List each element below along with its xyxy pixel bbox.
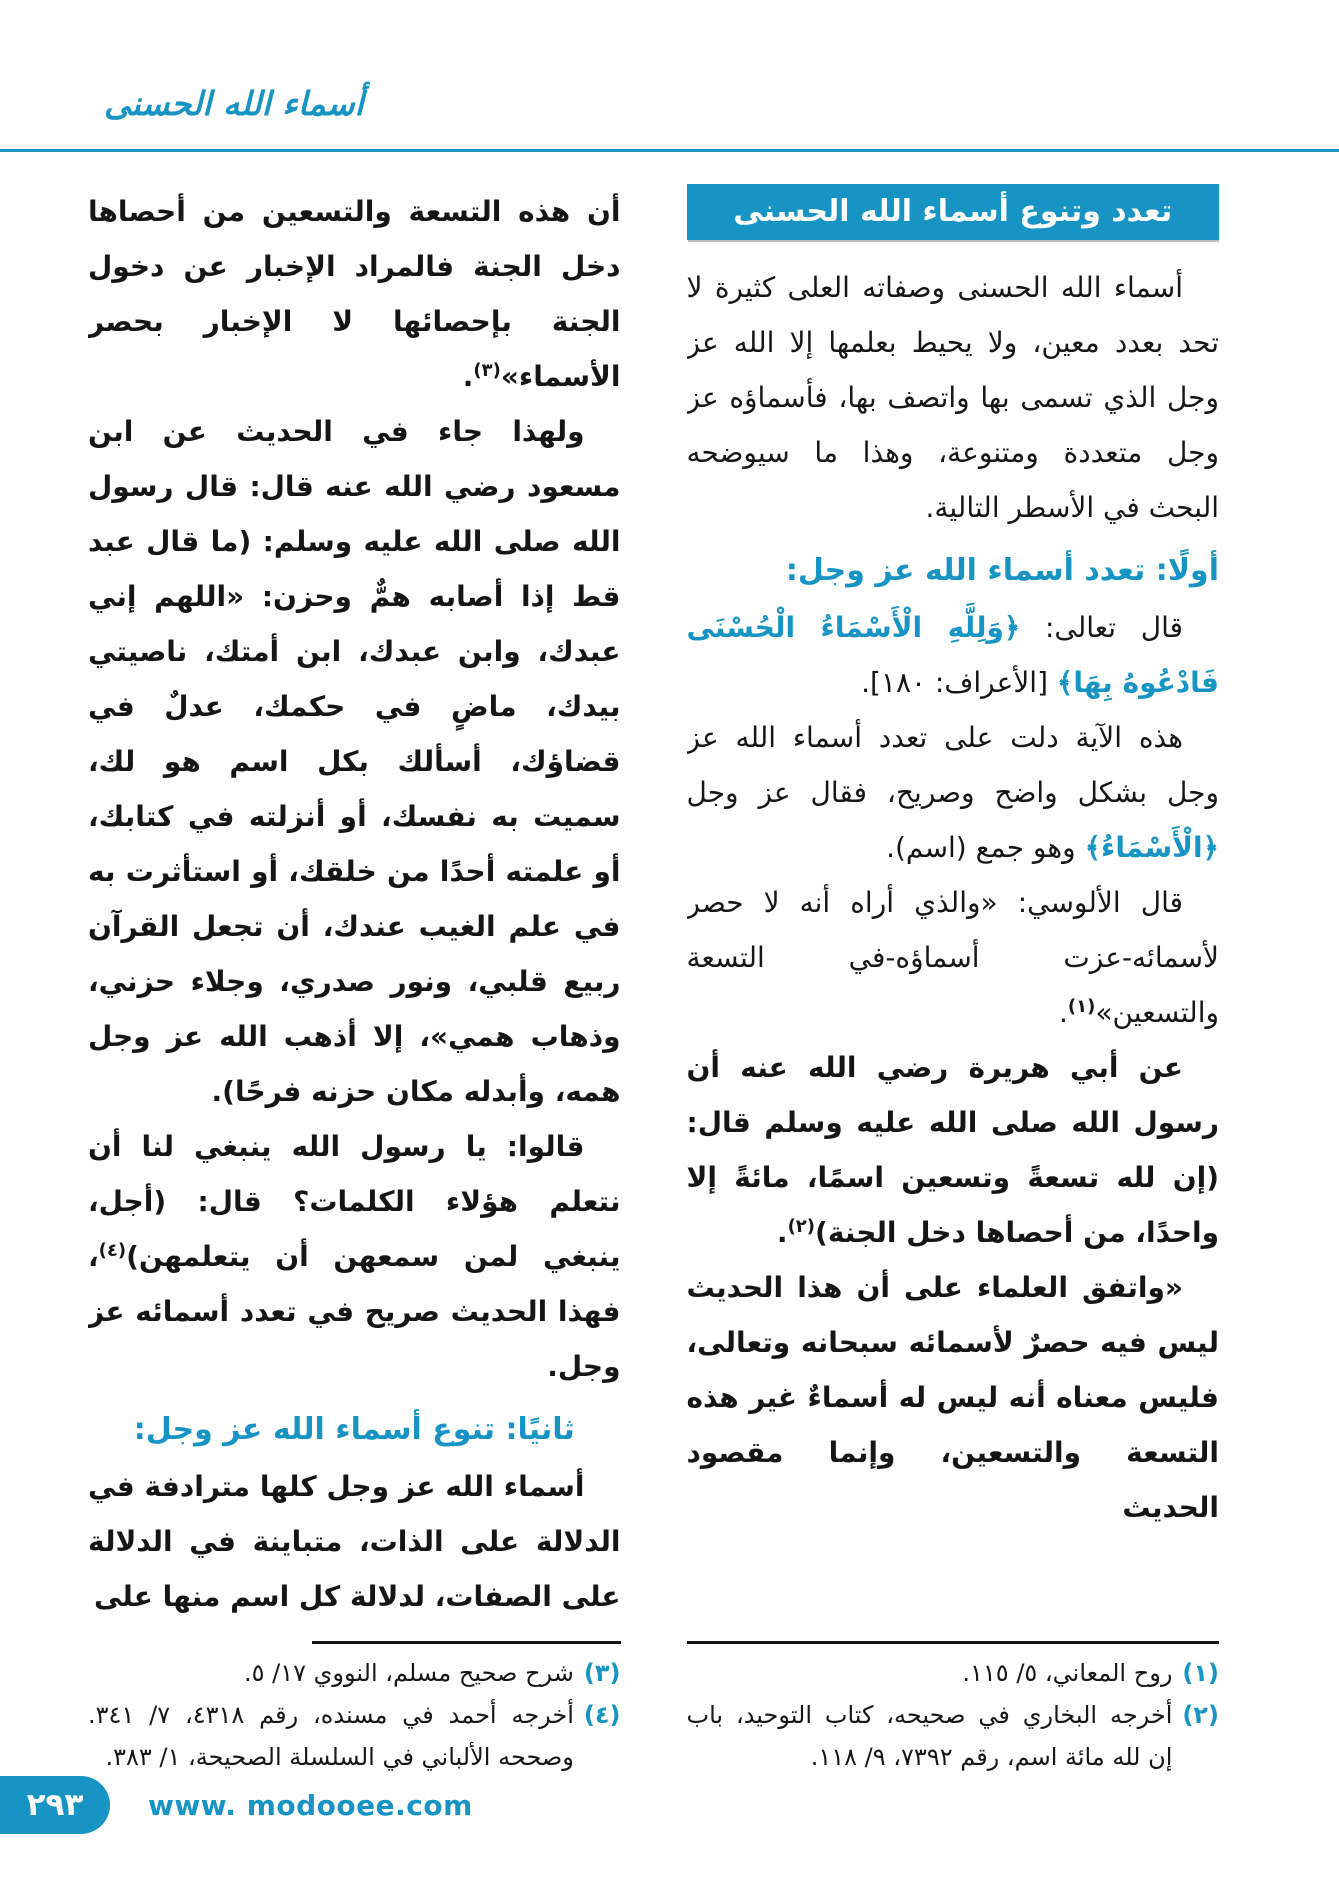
text-segment: قال تعالى: [1020, 611, 1183, 644]
paragraph [687, 875, 1220, 1040]
book-title-calligraphy: أسماء الله الحسنى [104, 84, 364, 123]
paragraph [687, 1260, 1220, 1535]
text-segment: وهو جمع (اسم). [886, 831, 1085, 864]
footnote-text: روح المعاني، ٥/ ١١٥. [962, 1659, 1173, 1687]
left-column-text [88, 184, 621, 1624]
section-title-box: تعدد وتنوع أسماء الله الحسنى [687, 184, 1220, 240]
footnotes-left [88, 1633, 621, 1778]
footnote-divider [312, 1641, 621, 1644]
text-segment: [الأعراف: ١٨٠]. [861, 666, 1057, 699]
text-segment: «واتفق العلماء على أن هذا الحديث ليس فيه حصرٌ لأسمائه سبحانه وتعالى، فليس معناه أنه ليس له أسماءٌ غير هذه التسعة والتسعين، وإنما مقصود الحديث [686, 1271, 1219, 1524]
text-segment: . [1058, 996, 1068, 1029]
footnote-number: (١) [1182, 1659, 1219, 1687]
footnote [687, 1652, 1220, 1694]
footnote-text: أخرجه أحمد في مسنده، رقم ٤٣١٨، ٧/ ٣٤١. وصححه الألباني في السلسلة الصحيحة، ١/ ٣٨٣. [88, 1701, 574, 1771]
subheading [88, 1402, 621, 1457]
text-segment: . [462, 360, 474, 393]
paragraph [88, 1459, 621, 1624]
text-segment: أن هذه التسعة والتسعين من أحصاها دخل الجنة فالمراد الإخبار عن دخول الجنة بإحصائها لا الإخبار بحصر الأسماء» [88, 195, 621, 393]
right-column-text [687, 260, 1220, 1535]
footnote-ref: (١) [1067, 996, 1096, 1017]
header-divider [0, 149, 1339, 152]
text-segment: ، فهذا الحديث صريح في تعدد أسمائه عز وجل. [88, 1240, 621, 1383]
text-segment: هذه الآية دلت على تعدد أسماء الله عز وجل بشكل واضح وصريح، فقال عز وجل [686, 721, 1219, 809]
footnote-ref: (٤) [98, 1240, 127, 1261]
footnote [88, 1652, 621, 1694]
text-segment: ولهذا جاء في الحديث عن ابن مسعود رضي الله عنه قال: قال رسول الله صلى الله عليه وسلم: (ما قال عبد قط إذا أصابه همٌّ وحزن: «اللهم إني عبدك، وابن عبدك، ابن أمتك، ناصيتي بيدك، ماضٍ في حكمك، عدلٌ في قضاؤك، أسألك بكل اسم هو لك، سميت به نفسك، أو أنزلته في كتابك، أو علمته أحدًا من خلقك، أو استأثرت به في علم الغيب عندك، أن تجعل القرآن ربيع قلبي، ونور صدري، وجلاء حزني، وذهاب همي»، إلا أذهب الله عز وجل همه، وأبدله مكان حزنه فرحًا). [88, 415, 621, 1108]
paragraph [88, 1119, 621, 1394]
text-segment: أسماء الله الحسنى وصفاته العلى كثيرة لا تحد بعدد معين، ولا يحيط بعلمها إلا الله عز وجل الذي تسمى بها واتصف بها، فأسماؤه عز وجل متعددة ومتنوعة، وهذا ما سيوضحه البحث في الأسطر التالية. [686, 271, 1219, 524]
subheading [687, 543, 1220, 598]
content-columns [88, 184, 1219, 1778]
text-segment: ثانيًا: تنوع أسماء الله عز وجل: [133, 1412, 575, 1447]
footnote-divider [687, 1641, 1220, 1644]
page-number-badge: ٢٩٣ [0, 1776, 110, 1834]
text-segment: قالوا: يا رسول الله ينبغي لنا أن نتعلم هؤلاء الكلمات؟ قال: (أجل، ينبغي لمن سمعهن أن يتعلمهن) [88, 1130, 621, 1273]
paragraph [687, 1040, 1220, 1260]
paragraph [687, 260, 1220, 535]
left-column [88, 184, 621, 1778]
footnote-number: (٢) [1182, 1701, 1219, 1729]
quran-verse: ﴿وَلِلَّهِ الْأَسْمَاءُ الْحُسْنَى فَادْعُوهُ بِهَا﴾ [686, 611, 1219, 699]
paragraph [88, 404, 621, 1119]
footnote [88, 1694, 621, 1778]
text-segment: أولًا: تعدد أسماء الله عز وجل: [785, 553, 1219, 588]
footnote-text: شرح صحيح مسلم، النووي ١٧/ ٥. [243, 1659, 574, 1687]
footnote [687, 1694, 1220, 1778]
footnotes-right [687, 1633, 1220, 1778]
paragraph [687, 600, 1220, 710]
paragraph [88, 184, 621, 404]
right-column [687, 184, 1220, 1778]
paragraph [687, 710, 1220, 875]
text-segment: عن أبي هريرة رضي الله عنه أن رسول الله صلى الله عليه وسلم قال: (إن لله تسعةً وتسعين اسمًا، مائةً إلا واحدًا، من أحصاها دخل الجنة) [686, 1051, 1219, 1249]
text-segment: قال الألوسي: «والذي أراه أنه لا حصر لأسمائه-عزت أسماؤه-في التسعة والتسعين» [686, 886, 1219, 1029]
footnote-ref: (٣) [473, 360, 501, 381]
footnote-number: (٣) [583, 1659, 621, 1687]
footnote-ref: (٢) [787, 1216, 816, 1237]
text-segment: أسماء الله عز وجل كلها مترادفة في الدلالة على الذات، متباينة في الدلالة على الصفات، لدلالة كل اسم منها على [88, 1470, 621, 1613]
website-url: www. modooee.com [148, 1789, 473, 1822]
footnote-number: (٤) [583, 1701, 621, 1729]
footnote-text: أخرجه البخاري في صحيحه، كتاب التوحيد، باب إن لله مائة اسم، رقم ٧٣٩٢، ٩/ ١١٨. [686, 1701, 1173, 1771]
text-segment: . [776, 1216, 788, 1249]
quran-verse: ﴿الْأَسْمَاءُ﴾ [1084, 831, 1219, 864]
